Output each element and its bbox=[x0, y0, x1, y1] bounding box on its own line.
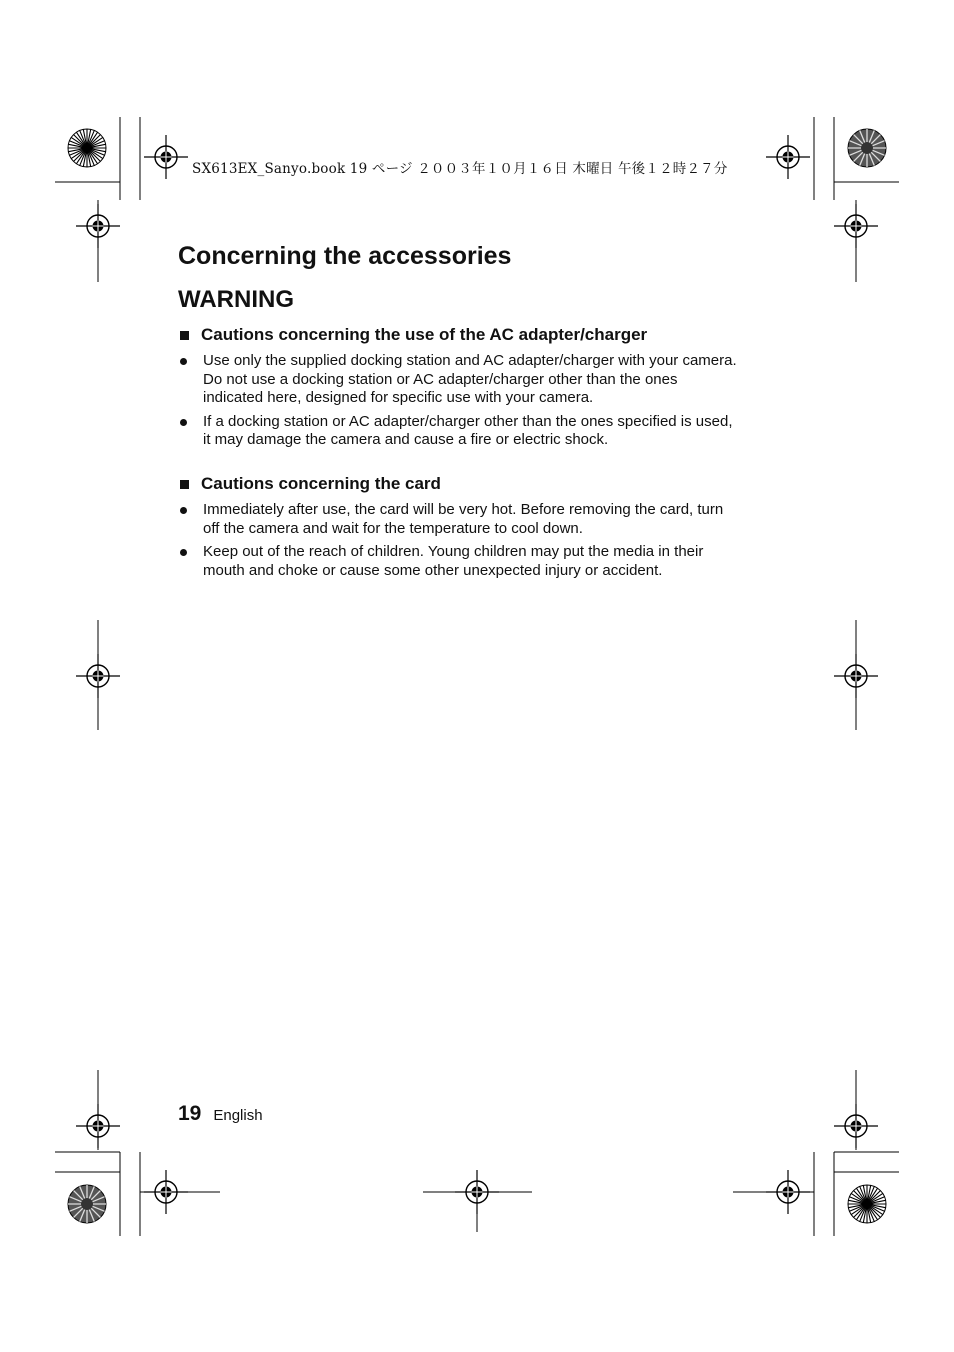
list-item-text: If a docking station or AC adapter/charger other than the ones specified is used, it may damage the camera and cause a fire or electric shock. bbox=[203, 412, 733, 448]
list-item-text: Keep out of the reach of children. Young children may put the media in their mouth and choke or cause some other unexpected injury or accident. bbox=[203, 543, 704, 579]
list-item-text: Use only the supplied docking station and AC adapter/charger with your camera. Do not use a docking station or AC adapter/charger other than the ones indicated here, designed for specific use with your camera. bbox=[203, 352, 737, 406]
section-heading-text: Cautions concerning the card bbox=[201, 474, 441, 493]
bullet-icon bbox=[180, 507, 187, 514]
bullet-list bbox=[178, 501, 738, 580]
section-heading-text: Cautions concerning the use of the AC adapter/charger bbox=[201, 325, 648, 344]
section-heading bbox=[178, 474, 738, 494]
section-heading bbox=[178, 325, 738, 345]
list-item bbox=[178, 501, 738, 538]
page-footer bbox=[178, 1102, 263, 1126]
bullet-list bbox=[178, 352, 738, 450]
square-bullet-icon bbox=[180, 331, 189, 340]
page-number: 19 bbox=[178, 1102, 202, 1125]
list-item bbox=[178, 413, 738, 450]
bullet-icon bbox=[180, 419, 187, 426]
list-item-text: Immediately after use, the card will be very hot. Before removing the card, turn off the camera and wait for the temperature to cool down. bbox=[203, 501, 724, 537]
bullet-icon bbox=[180, 358, 187, 365]
section-card bbox=[178, 474, 738, 585]
bullet-icon bbox=[180, 549, 187, 556]
section-ac-adapter bbox=[178, 325, 738, 455]
language-label: English bbox=[213, 1107, 263, 1124]
list-item bbox=[178, 352, 738, 408]
square-bullet-icon bbox=[180, 480, 189, 489]
list-item bbox=[178, 543, 738, 580]
print-info-header: SX613EX_Sanyo.book 19 ページ ２００３年１０月１６日 木曜日 午後１２時２７分 bbox=[192, 161, 728, 177]
warning-heading: WARNING bbox=[178, 286, 294, 313]
page-title: Concerning the accessories bbox=[178, 242, 512, 270]
